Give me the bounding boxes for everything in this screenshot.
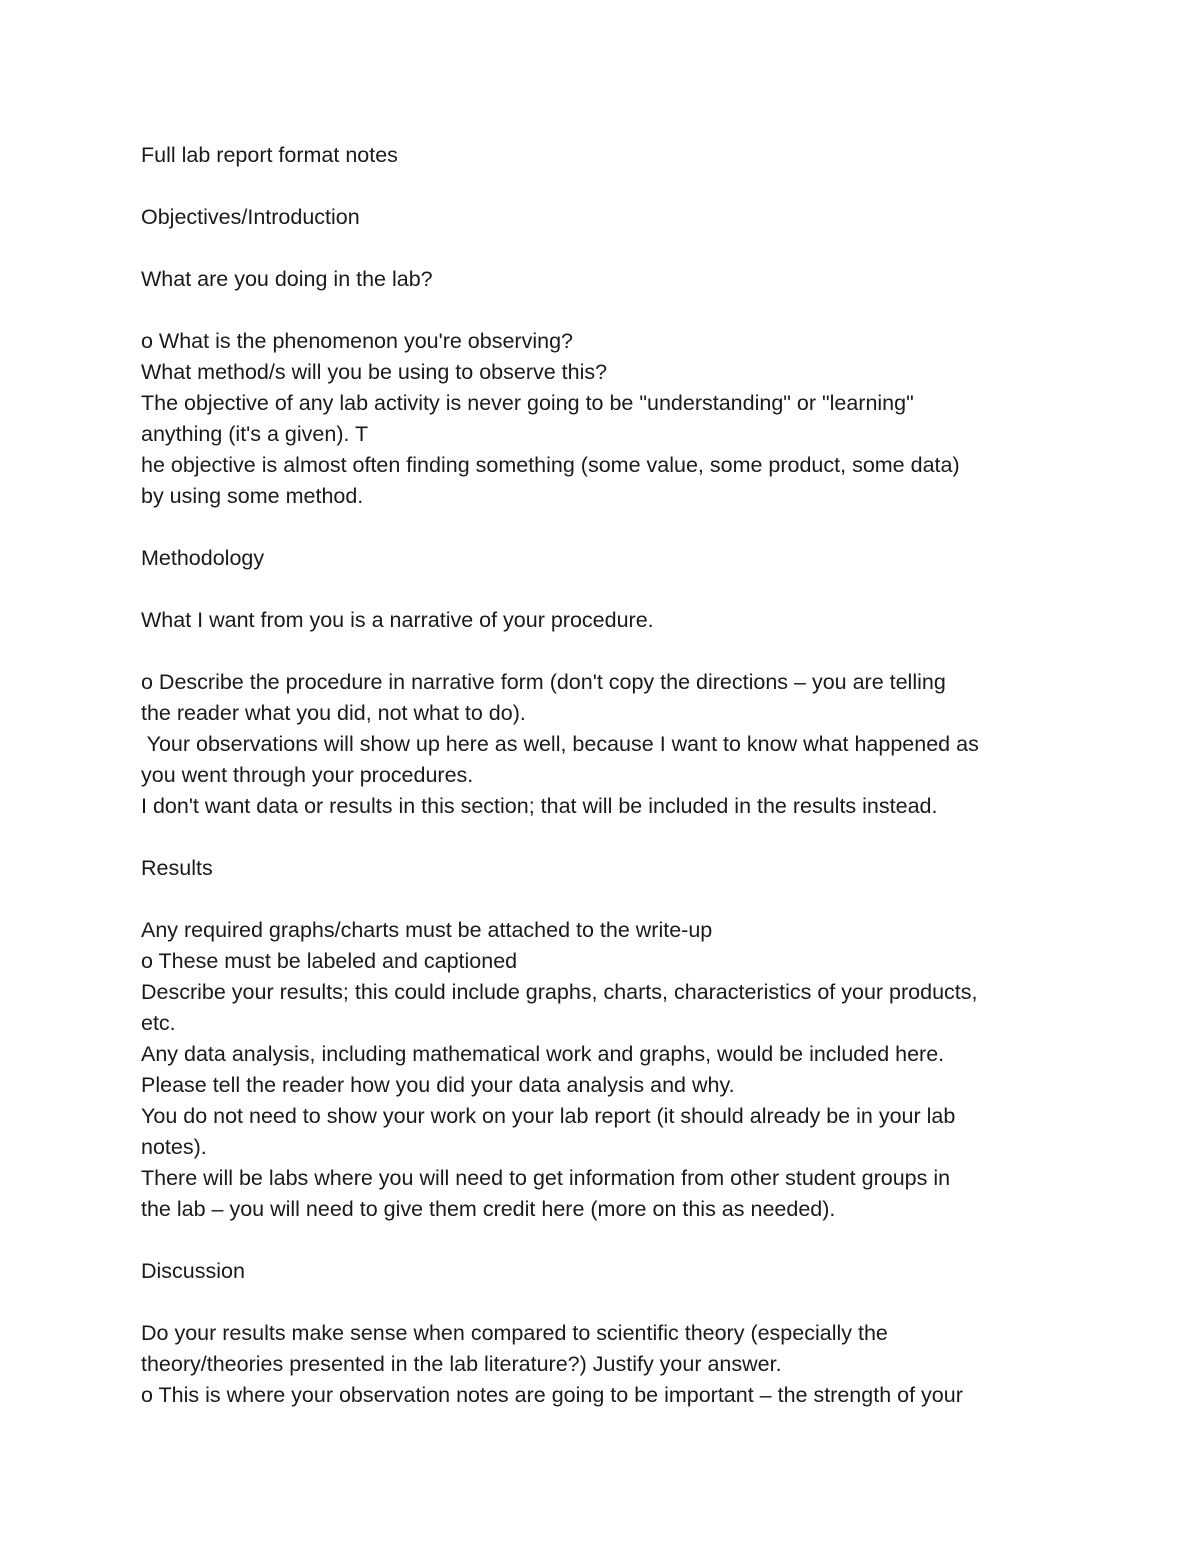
paragraph-line: theory/theories presented in the lab literature?) Justify your answer. [141, 1352, 782, 1376]
paragraph-line: the lab – you will need to give them credit here (more on this as needed). [141, 1197, 836, 1221]
paragraph-line: I don't want data or results in this section; that will be included in the results instead. [141, 794, 938, 818]
paragraph-line: Describe your results; this could include graphs, charts, characteristics of your products, [141, 980, 978, 1004]
paragraph-line: you went through your procedures. [141, 763, 474, 787]
paragraph-line: Any required graphs/charts must be attached to the write-up [141, 918, 713, 942]
spacer [141, 822, 1081, 853]
paragraph-line: What method/s will you be using to observe this? [141, 360, 608, 384]
spacer [141, 295, 1081, 326]
paragraph-line: Your observations will show up here as well, because I want to know what happened as [141, 732, 979, 756]
paragraph-line: o This is where your observation notes are going to be important – the strength of your [141, 1383, 963, 1407]
paragraph-line: anything (it's a given). T [141, 422, 369, 446]
section-heading-discussion: Discussion [141, 1259, 245, 1283]
spacer [141, 512, 1081, 543]
spacer [141, 636, 1081, 667]
section-heading-objectives: Objectives/Introduction [141, 205, 360, 229]
paragraph-line: notes). [141, 1135, 207, 1159]
paragraph-line: You do not need to show your work on your lab report (it should already be in your lab [141, 1104, 956, 1128]
spacer [141, 1287, 1081, 1318]
paragraph-line: The objective of any lab activity is never going to be "understanding" or "learning" [141, 391, 914, 415]
paragraph-line: Please tell the reader how you did your data analysis and why. [141, 1073, 735, 1097]
paragraph-line: he objective is almost often finding something (some value, some product, some data) [141, 453, 960, 477]
paragraph-line: o These must be labeled and captioned [141, 949, 518, 973]
spacer [141, 884, 1081, 915]
document-title: Full lab report format notes [141, 143, 398, 167]
paragraph-line: There will be labs where you will need to get information from other student groups in [141, 1166, 951, 1190]
paragraph-line: the reader what you did, not what to do). [141, 701, 526, 725]
spacer [141, 1225, 1081, 1256]
paragraph-line: Any data analysis, including mathematical work and graphs, would be included here. [141, 1042, 945, 1066]
paragraph-line: What I want from you is a narrative of your procedure. [141, 608, 654, 632]
paragraph-line: etc. [141, 1011, 176, 1035]
paragraph-line: What are you doing in the lab? [141, 267, 433, 291]
spacer [141, 171, 1081, 202]
spacer [141, 574, 1081, 605]
paragraph-line: Do your results make sense when compared to scientific theory (especially the [141, 1321, 888, 1345]
paragraph-line: o Describe the procedure in narrative form (don't copy the directions – you are telling [141, 670, 946, 694]
document-body [141, 140, 1081, 1411]
section-heading-results: Results [141, 856, 213, 880]
section-heading-methodology: Methodology [141, 546, 265, 570]
spacer [141, 233, 1081, 264]
paragraph-line: by using some method. [141, 484, 364, 508]
paragraph-line: o What is the phenomenon you're observing? [141, 329, 573, 353]
